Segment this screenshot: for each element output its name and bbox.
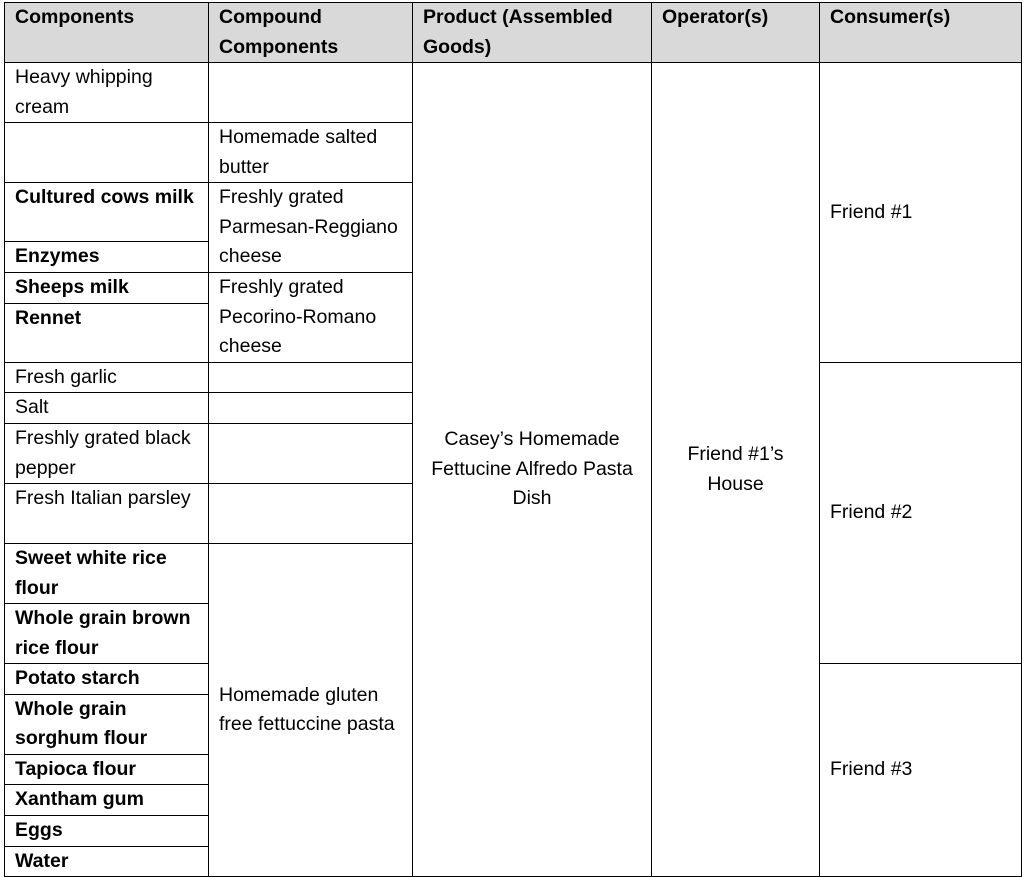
component-cell: Fresh Italian parsley — [5, 484, 209, 544]
compound-cell — [209, 393, 413, 424]
component-cell — [5, 123, 209, 183]
compound-cell: Freshly grated Parmesan-Reggiano cheese — [209, 183, 413, 273]
component-cell: Enzymes — [5, 242, 209, 273]
component-cell: Fresh garlic — [5, 362, 209, 393]
header-row — [5, 3, 1022, 63]
component-cell: Sweet white rice flour — [5, 544, 209, 604]
component-cell: Whole grain sorghum flour — [5, 694, 209, 754]
header-consumers: Consumer(s) — [820, 3, 1022, 63]
compound-cell — [209, 424, 413, 484]
compound-cell: Homemade salted butter — [209, 123, 413, 183]
header-operators: Operator(s) — [652, 3, 820, 63]
operator-cell: Friend #1’s House — [652, 63, 820, 877]
ingredients-table — [4, 2, 1022, 877]
component-cell: Potato starch — [5, 664, 209, 695]
compound-cell — [209, 484, 413, 544]
consumer-cell-1: Friend #1 — [820, 63, 1022, 363]
compound-cell: Freshly grated Pecorino-Romano cheese — [209, 273, 413, 363]
component-cell: Cultured cows milk — [5, 183, 209, 242]
compound-cell — [209, 362, 413, 393]
component-cell: Whole grain brown rice flour — [5, 604, 209, 664]
header-compound-components: Compound Components — [209, 3, 413, 63]
consumer-cell-2: Friend #2 — [820, 362, 1022, 664]
component-cell: Rennet — [5, 303, 209, 362]
compound-cell — [209, 63, 413, 123]
component-cell: Salt — [5, 393, 209, 424]
compound-cell: Homemade gluten free fettuccine pasta — [209, 544, 413, 877]
product-cell: Casey’s Homemade Fettucine Alfredo Pasta Dish — [413, 63, 652, 877]
component-cell: Tapioca flour — [5, 754, 209, 785]
component-cell: Water — [5, 846, 209, 877]
component-cell: Sheeps milk — [5, 273, 209, 304]
header-components: Components — [5, 3, 209, 63]
header-product: Product (Assembled Goods) — [413, 3, 652, 63]
component-cell: Eggs — [5, 816, 209, 847]
consumer-cell-3: Friend #3 — [820, 664, 1022, 877]
component-cell: Freshly grated black pepper — [5, 424, 209, 484]
component-cell: Xantham gum — [5, 785, 209, 816]
table-row — [5, 63, 1022, 123]
component-cell: Heavy whipping cream — [5, 63, 209, 123]
